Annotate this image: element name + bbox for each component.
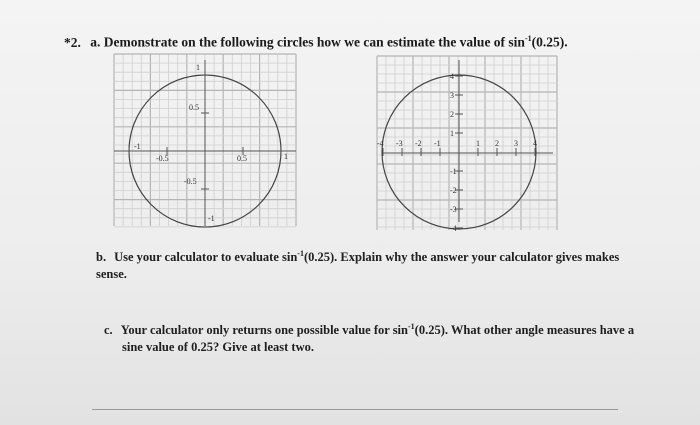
label-left: -1: [134, 142, 141, 151]
question-2a-prompt: [64, 34, 568, 51]
y-tick-label: 1: [450, 129, 454, 138]
x-tick-label: 2: [495, 139, 499, 148]
inverse-superscript: -1: [524, 34, 532, 43]
question-2c: [104, 318, 664, 356]
y-tick-label: -2: [450, 186, 457, 195]
part-letter-a: a.: [90, 34, 101, 50]
question-number: *2.: [64, 34, 81, 50]
question-2c-text: Your calculator only returns one possible value for sin: [120, 323, 408, 338]
inverse-superscript: -1: [297, 249, 304, 258]
x-tick-label: 3: [514, 139, 518, 148]
label-bottom: -1: [208, 214, 215, 223]
label-x-neg-half: -0.5: [156, 154, 169, 163]
y-tick-label: -4: [450, 224, 457, 232]
question-2c-line2: sine value of 0.25? Give at least two.: [122, 340, 314, 355]
question-2a-arg: (0.25).: [531, 34, 568, 50]
y-tick-label: 3: [450, 91, 454, 100]
question-2b-text: Use your calculator to evaluate sin: [114, 250, 298, 265]
question-2b-text-cont: (0.25). Explain why the answer your calculator gives makes: [303, 250, 620, 265]
x-tick-label: -4: [377, 139, 384, 148]
y-tick-label: -1: [450, 167, 457, 176]
label-top: 1: [196, 63, 200, 72]
x-tick-label: -2: [415, 139, 422, 148]
question-2b-line2: sense.: [96, 267, 127, 282]
y-tick-label: 2: [450, 110, 454, 119]
part-letter-c: c.: [104, 323, 113, 338]
x-tick-label: 4: [533, 139, 537, 148]
question-2b: [96, 245, 656, 283]
x-tick-label: 1: [476, 139, 480, 148]
label-right: 1: [284, 152, 288, 161]
y-tick-label: -3: [450, 205, 457, 214]
question-2a-text: Demonstrate on the following circles how we can estimate the value of sin: [103, 34, 525, 50]
part-letter-b: b.: [96, 250, 107, 265]
question-2c-text-cont: (0.25). What other angle measures have a: [414, 323, 635, 338]
answer-line: [92, 409, 618, 410]
label-x-pos-half: 0.5: [237, 154, 247, 163]
label-y-neg-half: -0.5: [184, 177, 197, 186]
unit-circle-graph-left: [110, 50, 300, 230]
x-tick-label: -1: [434, 139, 441, 148]
y-tick-label: 4: [450, 72, 454, 81]
label-y-pos-half: 0.5: [189, 103, 199, 112]
x-tick-label: -3: [396, 139, 403, 148]
unit-circle-graph-right: [373, 54, 561, 232]
inverse-superscript: -1: [407, 322, 415, 331]
